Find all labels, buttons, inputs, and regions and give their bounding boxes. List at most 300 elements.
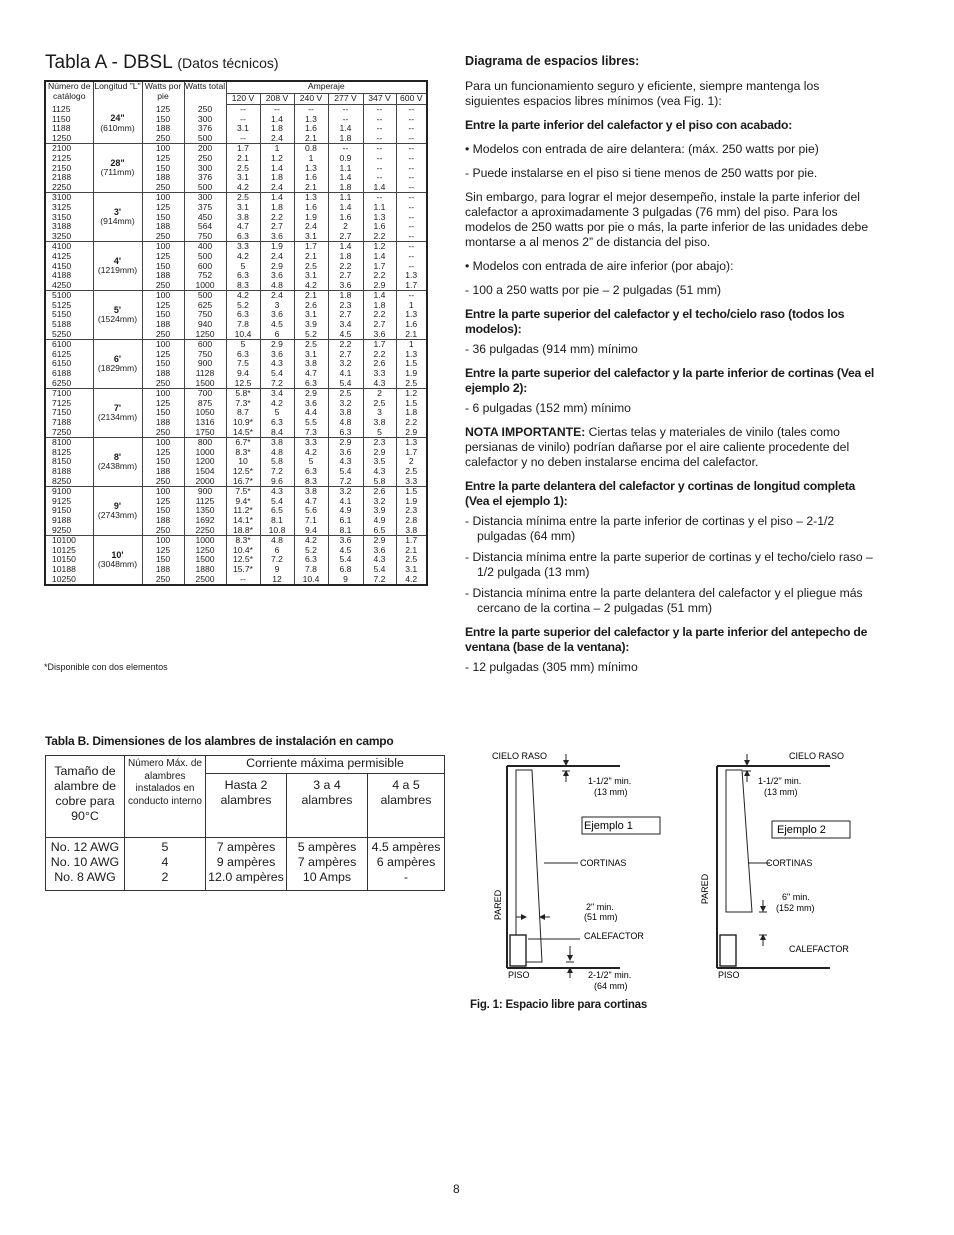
- table-cell: 188: [142, 271, 184, 281]
- table-cell: --: [396, 105, 427, 115]
- bullet-item: • Modelos con entrada de aire inferior (por abajo):: [465, 259, 734, 273]
- table-cell: 4.7: [226, 222, 260, 232]
- tabla-a-row: [45, 291, 427, 301]
- length-mm: (1219mm): [97, 265, 138, 276]
- table-cell: 250: [142, 379, 184, 389]
- table-cell: 5.8*: [226, 389, 260, 399]
- length-mm: (2134mm): [97, 412, 138, 423]
- table-cell: 3.8: [226, 213, 260, 223]
- table-cell: 3.9: [294, 320, 328, 330]
- length-cell: [93, 487, 142, 536]
- table-cell: --: [396, 203, 427, 213]
- table-cell: 1000: [184, 536, 226, 546]
- table-cell: 250: [142, 428, 184, 438]
- table-cell: 8.4: [260, 428, 294, 438]
- table-cell: 1.7: [294, 242, 328, 252]
- label-calefactor: CALEFACTOR: [584, 931, 644, 941]
- table-cell: 4.3: [328, 457, 363, 467]
- table-cell: 3.1: [226, 203, 260, 213]
- table-cell: --: [363, 173, 396, 183]
- table-cell: 3.1: [294, 271, 328, 281]
- table-cell: 1150: [52, 114, 71, 124]
- table-cell: --: [396, 154, 427, 164]
- table-cell: 2.2: [363, 350, 396, 360]
- table-cell: 1188: [52, 124, 71, 134]
- length-cell: [93, 438, 142, 487]
- table-cell: 6.1: [328, 516, 363, 526]
- table-cell: 6.3: [226, 350, 260, 360]
- table-cell: 600: [184, 340, 226, 350]
- table-cell: 9: [328, 575, 363, 586]
- table-cell: 125: [142, 301, 184, 311]
- table-cell: 2.9: [363, 281, 396, 291]
- table-cell: --: [363, 144, 396, 154]
- table-cell: 3.5: [363, 457, 396, 467]
- table-cell: 5125: [52, 300, 72, 310]
- table-cell: 4.2: [226, 252, 260, 262]
- header-amperage: Amperaje: [226, 81, 427, 94]
- table-cell: 5.2: [294, 330, 328, 340]
- table-cell: 2.4: [294, 222, 328, 232]
- dash-item: - 12 pulgadas (305 mm) mínimo: [465, 660, 638, 674]
- table-cell: 376: [184, 173, 226, 183]
- table-cell: 500: [184, 252, 226, 262]
- table-cell: 1.4: [363, 183, 396, 193]
- table-cell: --: [363, 124, 396, 134]
- table-cell: 500: [184, 134, 226, 144]
- length-mm: (711mm): [100, 167, 135, 178]
- table-cell: 9.4*: [226, 497, 260, 507]
- section-heading: Entre la parte inferior del calefactor y el piso con acabado:: [465, 118, 793, 132]
- table-cell: 2500: [184, 575, 226, 586]
- table-cell: 3.6: [328, 536, 363, 546]
- table-cell: 3125: [52, 202, 72, 212]
- table-cell: 1500: [184, 555, 226, 565]
- table-cell: 3.8: [328, 408, 363, 418]
- table-cell: 1.6: [294, 124, 328, 134]
- table-cell: 2000: [184, 477, 226, 487]
- table-cell: 10250: [52, 574, 76, 584]
- table-cell: 1.7: [226, 144, 260, 154]
- diagrama-section: [465, 54, 875, 681]
- tabla-a-row: [45, 438, 427, 448]
- section-heading: Entre la parte superior del calefactor y la parte inferior del antepecho de ventana (base de la ventana):: [465, 625, 868, 654]
- table-cell: 9.4: [294, 526, 328, 536]
- tabla-a-row: [45, 487, 427, 497]
- length-mm: (2743mm): [97, 510, 138, 521]
- table-cell: 10.4*: [226, 546, 260, 556]
- tabla-b: [45, 755, 445, 891]
- table-cell: 125: [142, 497, 184, 507]
- table-cell: 188: [142, 418, 184, 428]
- table-cell: 5.4: [328, 555, 363, 565]
- tabla-a-row: [45, 536, 427, 546]
- table-cell: --: [396, 232, 427, 242]
- table-cell: 6.3: [226, 271, 260, 281]
- table-cell: 1: [294, 154, 328, 164]
- table-cell: 2.3: [396, 506, 427, 516]
- table-cell: 125: [142, 448, 184, 458]
- table-cell: 1.9: [260, 242, 294, 252]
- table-cell: 100: [142, 144, 184, 154]
- table-cell: 1.4: [328, 242, 363, 252]
- table-cell: 2.5: [363, 399, 396, 409]
- table-cell: 1250: [184, 546, 226, 556]
- table-cell: 1.6: [363, 222, 396, 232]
- dash-item: - 36 pulgadas (914 mm) mínimo: [465, 342, 638, 356]
- table-cell: 2.5: [294, 262, 328, 272]
- header-voltage: 208 V: [260, 94, 294, 105]
- table-cell: 3.3: [294, 438, 328, 448]
- table-cell: --: [226, 105, 260, 115]
- table-cell: 3.6: [260, 310, 294, 320]
- table-cell: 2188: [52, 173, 72, 183]
- table-cell: 4188: [52, 271, 72, 281]
- table-cell: 2.7: [328, 271, 363, 281]
- length-cell: [93, 389, 142, 438]
- table-cell: 1.7: [363, 262, 396, 272]
- table-cell: 5: [294, 457, 328, 467]
- table-cell: 3.2: [328, 487, 363, 497]
- table-cell: 3.1: [226, 124, 260, 134]
- table-cell: 4.2: [396, 575, 427, 586]
- table-cell: 7.2: [260, 467, 294, 477]
- table-cell: 5.5: [294, 418, 328, 428]
- table-cell: 150: [142, 506, 184, 516]
- table-cell: 5100: [45, 291, 93, 301]
- length-feet: 9': [113, 500, 122, 511]
- tabla-b-title: Tabla B. Dimensiones de los alambres de instalación en campo: [45, 734, 394, 748]
- table-cell: 1.4: [328, 173, 363, 183]
- table-cell: 8150: [52, 457, 72, 467]
- table-cell: 2.2: [328, 340, 363, 350]
- table-cell: 0.9: [328, 154, 363, 164]
- table-cell: 8.3*: [226, 448, 260, 458]
- header-watts-total: Watts total: [184, 81, 226, 105]
- label-heater-gap-mm: (152 mm): [776, 903, 815, 913]
- table-cell: 3.8: [260, 438, 294, 448]
- table-cell: 150: [142, 408, 184, 418]
- table-cell: --: [396, 173, 427, 183]
- table-cell: 8.3*: [226, 536, 260, 546]
- table-cell: 3.3: [396, 477, 427, 487]
- table-cell: 150: [142, 310, 184, 320]
- table-cell: 2.7: [328, 350, 363, 360]
- table-cell: 750: [184, 350, 226, 360]
- table-cell: 376: [184, 124, 226, 134]
- table-cell: 4.9: [328, 506, 363, 516]
- length-mm: (610mm): [100, 122, 135, 133]
- table-cell: 1.3: [396, 310, 427, 320]
- table-cell: 2.2: [363, 232, 396, 242]
- table-cell: 1500: [184, 379, 226, 389]
- header-corriente: Corriente máxima permisible: [206, 756, 445, 774]
- tabla-a-row: [45, 389, 427, 399]
- diagrama-intro: Para un funcionamiento seguro y eficiente, siempre mantenga los siguientes espacios libres mínimos (vea Fig. 1):: [465, 79, 820, 108]
- table-cell: 1.7: [396, 448, 427, 458]
- table-cell: 900: [184, 359, 226, 369]
- length-cell: [93, 105, 142, 144]
- table-cell: 1000: [184, 448, 226, 458]
- table-cell: 1.3: [294, 115, 328, 125]
- col-3-a-4: 5 ampères 7 ampères 10 Amps: [287, 838, 368, 891]
- table-cell: 2.9: [363, 536, 396, 546]
- label-front-gap: 2" min.: [586, 902, 614, 912]
- table-cell: --: [328, 144, 363, 154]
- table-cell: --: [396, 124, 427, 134]
- table-cell: 2.5: [396, 555, 427, 565]
- table-cell: 3.3: [363, 369, 396, 379]
- table-cell: 2.7: [260, 222, 294, 232]
- table-cell: 5: [260, 408, 294, 418]
- dash-item: - Puede instalarse en el piso si tiene menos de 250 watts por pie.: [465, 166, 818, 180]
- table-cell: 188: [142, 320, 184, 330]
- table-cell: 6.7*: [226, 438, 260, 448]
- table-cell: 7.2: [328, 477, 363, 487]
- tabla-a-footnote: *Disponible con dos elementos: [44, 662, 168, 672]
- header-sub: Hasta 2 alambres: [206, 773, 287, 837]
- length-cell: [93, 144, 142, 193]
- table-cell: 1692: [184, 516, 226, 526]
- table-cell: 4.7: [294, 497, 328, 507]
- table-cell: 8.3: [226, 281, 260, 291]
- table-cell: 2250: [52, 182, 72, 192]
- nota-label: NOTA IMPORTANTE:: [465, 425, 586, 439]
- header-voltage: 240 V: [294, 94, 328, 105]
- table-cell: 2.9: [396, 428, 427, 438]
- table-cell: 4.3: [363, 555, 396, 565]
- table-cell: 150: [142, 262, 184, 272]
- table-cell: 7.2: [260, 555, 294, 565]
- table-cell: 125: [142, 203, 184, 213]
- label-pared: PARED: [493, 889, 503, 921]
- table-cell: 10.9*: [226, 418, 260, 428]
- table-cell: 300: [184, 115, 226, 125]
- table-cell: 7.3*: [226, 399, 260, 409]
- table-cell: 1.5: [396, 399, 427, 409]
- table-cell: 2.5: [226, 164, 260, 174]
- table-cell: 6: [260, 330, 294, 340]
- table-cell: 1000: [184, 281, 226, 291]
- table-cell: 3.6: [328, 281, 363, 291]
- length-feet: 24": [110, 113, 125, 124]
- section-heading: Entre la parte superior del calefactor y el techo/cielo raso (todos los modelos):: [465, 307, 845, 336]
- table-cell: 8250: [52, 476, 72, 486]
- label-front-gap-mm: (51 mm): [584, 912, 618, 922]
- table-cell: --: [396, 115, 427, 125]
- table-cell: 2.1: [294, 291, 328, 301]
- table-cell: 188: [142, 124, 184, 134]
- table-cell: 6.3: [294, 379, 328, 389]
- table-cell: 4.9: [363, 516, 396, 526]
- length-mm: (1829mm): [97, 363, 138, 374]
- table-cell: 1.8: [260, 173, 294, 183]
- table-cell: 100: [142, 536, 184, 546]
- table-cell: --: [396, 213, 427, 223]
- figure-caption: Fig. 1: Espacio libre para cortinas: [470, 999, 648, 1011]
- table-cell: 2.5: [328, 389, 363, 399]
- table-cell: 8.1: [328, 526, 363, 536]
- table-cell: 1.8: [328, 183, 363, 193]
- tabla-a-body: [45, 105, 427, 586]
- header-voltage: 120 V: [226, 94, 260, 105]
- paragraph: Sin embargo, para lograr el mejor desempeño, instale la parte inferior del calefactor a aproximadamente 3 pulgadas (76 mm) del piso. Para los modelos de 250 watts por pie o más, la parte inferior de las unidades debe montarse a al menos 2” de distancia del piso.: [465, 190, 869, 249]
- tabla-a-title: Tabla A - DBSL (Datos técnicos): [45, 52, 279, 73]
- dash-item: - Distancia mínima entre la parte superior de cortinas y el techo/cielo raso – 1/2 pulgada (13 mm): [465, 550, 873, 579]
- table-cell: 2.9: [328, 438, 363, 448]
- table-cell: 2.9: [363, 448, 396, 458]
- table-cell: --: [363, 164, 396, 174]
- table-cell: 1.4: [363, 291, 396, 301]
- table-cell: 1.7: [363, 340, 396, 350]
- table-cell: 6.3: [328, 428, 363, 438]
- table-cell: 6.5: [260, 506, 294, 516]
- label-top-gap: 1-1/2" min.: [758, 776, 802, 786]
- table-cell: 2.8: [396, 516, 427, 526]
- table-cell: 3.8: [294, 359, 328, 369]
- length-cell: [93, 536, 142, 585]
- table-cell: 5188: [52, 320, 72, 330]
- table-cell: 1.4: [363, 252, 396, 262]
- page-number: 8: [453, 1182, 460, 1196]
- label-piso: PISO: [508, 970, 530, 980]
- table-cell: 4.8: [260, 536, 294, 546]
- table-cell: 5.4: [363, 565, 396, 575]
- table-cell: 2.9: [260, 262, 294, 272]
- table-cell: 7.5*: [226, 487, 260, 497]
- table-cell: 0.8: [294, 144, 328, 154]
- table-cell: 1.4: [328, 203, 363, 213]
- table-cell: 9250: [52, 525, 72, 535]
- table-cell: 125: [142, 105, 184, 115]
- table-cell: 7125: [52, 398, 72, 408]
- table-cell: 5.4: [328, 379, 363, 389]
- tabla-a: [44, 80, 428, 586]
- table-cell: 3.6: [260, 271, 294, 281]
- table-cell: 9100: [45, 487, 93, 497]
- table-cell: 2.1: [226, 154, 260, 164]
- table-cell: 2.3: [363, 438, 396, 448]
- table-cell: 3.6: [363, 546, 396, 556]
- section-heading: Entre la parte superior del calefactor y la parte inferior de cortinas (Vea el ejemplo 2):: [465, 366, 875, 395]
- table-cell: 8125: [52, 447, 72, 457]
- col-tamano: No. 12 AWG No. 10 AWG No. 8 AWG: [46, 838, 125, 891]
- table-cell: 6.3: [260, 418, 294, 428]
- table-cell: 1128: [184, 369, 226, 379]
- table-cell: 1880: [184, 565, 226, 575]
- table-cell: 4.8: [260, 448, 294, 458]
- table-cell: 9125: [52, 496, 72, 506]
- dash-item: - Distancia mínima entre la parte delantera del calefactor y el pliegue más cercano de la cortina – 2 pulgadas (51 mm): [465, 586, 863, 615]
- table-cell: 1.6: [328, 213, 363, 223]
- table-cell: 1.3: [396, 271, 427, 281]
- label-bottom-gap-mm: (64 mm): [594, 981, 628, 991]
- table-cell: 3.2: [328, 359, 363, 369]
- table-cell: 1.1: [363, 203, 396, 213]
- table-cell: 18.8*: [226, 526, 260, 536]
- label-ejemplo-1: Ejemplo 1: [584, 820, 633, 832]
- table-cell: 2.2: [363, 310, 396, 320]
- label-calefactor: CALEFACTOR: [789, 944, 849, 954]
- table-cell: 7.5: [226, 359, 260, 369]
- table-cell: --: [396, 222, 427, 232]
- table-cell: 1125: [52, 104, 71, 114]
- table-cell: 1: [396, 340, 427, 350]
- header-numero: Número Máx. de alambres instalados en conducto interno: [125, 756, 206, 838]
- table-cell: 2.5: [226, 193, 260, 203]
- table-cell: 2100: [45, 144, 93, 154]
- table-cell: 4.5: [260, 320, 294, 330]
- length-cell: [93, 242, 142, 291]
- table-cell: 188: [142, 467, 184, 477]
- table-cell: 1.8: [260, 124, 294, 134]
- table-cell: 250: [142, 526, 184, 536]
- table-cell: 6250: [52, 378, 72, 388]
- table-cell: 1.3: [294, 193, 328, 203]
- table-cell: 1.9: [294, 213, 328, 223]
- table-cell: 4.2: [294, 536, 328, 546]
- table-cell: 6.8: [328, 565, 363, 575]
- table-cell: 4.2: [226, 291, 260, 301]
- label-cortinas: CORTINAS: [766, 858, 813, 868]
- table-cell: 4.3: [260, 359, 294, 369]
- table-cell: 14.1*: [226, 516, 260, 526]
- table-cell: 4.3: [363, 379, 396, 389]
- table-cell: --: [294, 105, 328, 115]
- tabla-a-row: [45, 144, 427, 154]
- table-cell: 5.2: [294, 546, 328, 556]
- table-cell: 3.1: [294, 310, 328, 320]
- table-cell: 250: [142, 281, 184, 291]
- table-cell: --: [396, 144, 427, 154]
- table-cell: 3.8: [396, 526, 427, 536]
- table-cell: 2.6: [363, 487, 396, 497]
- table-cell: --: [226, 134, 260, 144]
- table-cell: --: [226, 575, 260, 586]
- table-cell: 4150: [52, 261, 72, 271]
- table-cell: 1.3: [396, 438, 427, 448]
- table-cell: 3.8: [363, 418, 396, 428]
- table-cell: 5: [363, 428, 396, 438]
- label-heater-gap: 6" min.: [782, 892, 810, 902]
- table-cell: 2.5: [396, 379, 427, 389]
- table-cell: 10125: [52, 545, 76, 555]
- table-cell: 7.1: [294, 516, 328, 526]
- table-cell: 1350: [184, 506, 226, 516]
- table-cell: 3.3: [226, 242, 260, 252]
- table-cell: --: [363, 154, 396, 164]
- table-cell: --: [396, 134, 427, 144]
- table-cell: 3.2: [363, 497, 396, 507]
- table-cell: 4.8: [260, 281, 294, 291]
- table-cell: 1200: [184, 457, 226, 467]
- table-cell: --: [363, 115, 396, 125]
- table-cell: 3: [260, 301, 294, 311]
- table-cell: 3.6: [260, 232, 294, 242]
- length-mm: (2438mm): [97, 461, 138, 472]
- table-cell: 1125: [184, 497, 226, 507]
- header-watts-per-foot: Watts por pie: [142, 81, 184, 105]
- table-cell: 2.1: [294, 134, 328, 144]
- nota-importante: [465, 425, 875, 470]
- table-cell: 500: [184, 183, 226, 193]
- col-4-a-5: 4.5 ampères 6 ampères -: [368, 838, 445, 891]
- table-cell: 1.9: [396, 497, 427, 507]
- table-cell: 5.8: [260, 457, 294, 467]
- table-cell: 4.3: [260, 487, 294, 497]
- table-cell: 6125: [52, 349, 72, 359]
- table-cell: 1.4: [260, 193, 294, 203]
